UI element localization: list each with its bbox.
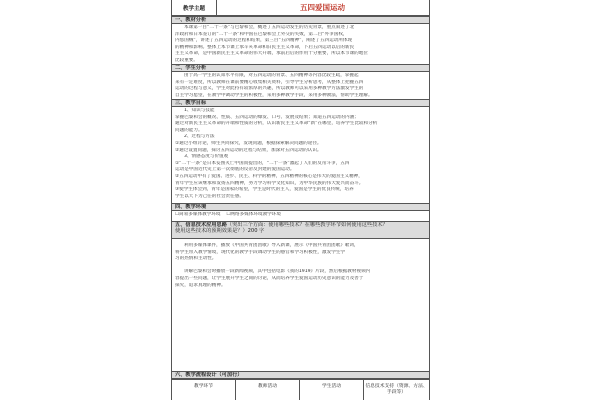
environment-option[interactable]: ☐网络多媒体环境教学环境 bbox=[226, 212, 281, 217]
text-line: 通过对新民主主义革命的开端和性质的分析，认识新民主主义革命“新”在哪里，培养学生比较和分析 bbox=[175, 121, 378, 127]
text-line: ③使学生体会到，青年是国家的希望，学生是时代的主人，爱国是学生的优良传统，培养 bbox=[175, 187, 354, 193]
environment-option[interactable]: ☐简易多媒体教学环境 bbox=[175, 212, 221, 217]
section-heading-objectives: 三、教学目标 bbox=[172, 99, 429, 107]
section-body-material bbox=[175, 25, 426, 65]
section-heading-environment: 四、教学环境 bbox=[172, 203, 429, 211]
text-line: 容提出一些问题，让学生展开学生之间的讨论，从而培养学生爱国运动历史意识的能力及善于 bbox=[175, 275, 364, 281]
flow-col-it-support: 信息技术支持（资源、方法、手段等） bbox=[365, 384, 428, 395]
text-line: 洋政府和日本签订的“二十一条”和中国在巴黎和会上外交的失败，第二目“外争国权， bbox=[175, 31, 348, 37]
text-line: ①“二十一条”是日本妄图灭亡中国而提出的，“二十一条”激起了人们的反帝斗争，五四 bbox=[175, 160, 350, 166]
section-heading-it bbox=[172, 221, 429, 239]
text-line: 将学生带入教学情境，现代化的教学手段调动学生的感官和学习积极性，激发学生学 bbox=[175, 249, 345, 255]
text-line: 探究，追求真理的精神。 bbox=[175, 282, 226, 288]
section-heading-flow: 六、教学流程设计（可加行） bbox=[172, 371, 429, 379]
section-heading-text: 五、信息技术应用思路 bbox=[175, 222, 227, 228]
text-line: 2、过程与方法 bbox=[184, 134, 215, 140]
section-body-environment bbox=[175, 212, 426, 219]
text-line: 运动是中国近代史上第一次彻底的反帝反封建的爱国运动。 bbox=[175, 167, 295, 173]
title-row bbox=[172, 0, 429, 16]
topic-label: 教学主题 bbox=[172, 0, 217, 15]
text-line: 3、情感态度与价值观 bbox=[184, 154, 229, 160]
text-line: 由于高一学生的认知水平有限，对五四运动的背景、五四精神等内容比较生疏，掌握起 bbox=[184, 73, 359, 78]
text-line: 本课第一目“二十一条”与巴黎和会，概述了五四运动发生的历史背景，重点叙述了北 bbox=[184, 25, 355, 30]
text-line: ①通过小组讨论，师生共同探究，发现问题，根据探索解决问题的途径。 bbox=[175, 140, 322, 146]
text-line: 学生以天下为己任的社会责任感。 bbox=[175, 193, 244, 199]
text-line: 1、知识与技能 bbox=[184, 108, 215, 113]
text-line bbox=[175, 263, 426, 270]
text-line: ②五四运动中有了爱国、进步、民主、科学的精神，五四精神的核心是伟大的爱国主义精神， bbox=[175, 173, 363, 179]
page-title: 五四爱国运动 bbox=[300, 3, 345, 12]
flow-col-teacher: 教师活动 bbox=[236, 380, 300, 400]
text-line: 来有一定难度，所以教师在课前要精心收集相关资料，引导学生分析思考，从整体上把握五四 bbox=[175, 79, 364, 85]
flow-col-stage: 教学环节 bbox=[172, 380, 236, 400]
section-heading-note: （突出三个方面：使用哪些技术？在哪些教学环节如何使用这些技术？ bbox=[226, 222, 388, 228]
text-line: 主主义革命，是中国新民主主义革命的伟大开端，承前启后的作用十分重要，所以本节课的地位 bbox=[175, 51, 368, 57]
flow-table-header bbox=[172, 379, 429, 400]
lesson-plan-sheet bbox=[171, 0, 430, 400]
section-heading-students: 二、学生分析 bbox=[172, 64, 429, 72]
section-body-objectives bbox=[175, 108, 426, 200]
section-body-it bbox=[175, 243, 426, 289]
text-line: 讲解巴黎和会时播放一段新闻视频，其中包括电影《我的1919》片段，然后根据教材视频内 bbox=[184, 269, 371, 275]
section-body-students bbox=[175, 73, 426, 99]
flow-col-student: 学生活动 bbox=[300, 380, 364, 400]
text-line: 自主学习愿望，在教学中调动学生的积极性，采用多种教学手段，采用多种教法，帮助学生理解。 bbox=[175, 92, 373, 98]
text-line: 掌握巴黎和会的概况、性质、五四运动的爆发、口号、发展及结果；知道五四运动的内涵； bbox=[175, 114, 359, 120]
section-heading-note: 使用这些技术的预期效果是？）200 字 bbox=[175, 228, 265, 234]
section-heading-material: 一、教材分析 bbox=[172, 16, 429, 24]
text-line: 比较重要。 bbox=[175, 57, 198, 63]
text-line: 利用多媒体课件，播放《中国共青团团歌》导入新课，展示《中国共青团团歌》歌词， bbox=[184, 243, 359, 248]
text-line: 的精神和影响。整体上本节课上承辛亥革命和旧民主主义革命，下启五四运动以后的新民 bbox=[175, 44, 355, 50]
text-line: 运动的过程与意义，学生对此持有较浓厚的兴趣，所以教师可以采用多种教学方法激发学生的 bbox=[175, 86, 364, 92]
text-line: 问题的能力。 bbox=[175, 127, 203, 133]
text-line: 习的热情和主动性。 bbox=[175, 256, 217, 262]
text-line: 青年学生应该继承和发扬五四精神，努力学习科学文化知识，为中华民族的伟大复兴而奋斗。 bbox=[175, 180, 364, 186]
text-line: 内惩国贼”，讲述了五四运动的过程和结果，第三目“五四精神”，阐述了五四运动所体现 bbox=[175, 38, 353, 44]
text-line: ②通过设置问题，探讨五四运动的过程与结果，加深对五四运动的认识。 bbox=[175, 147, 322, 153]
